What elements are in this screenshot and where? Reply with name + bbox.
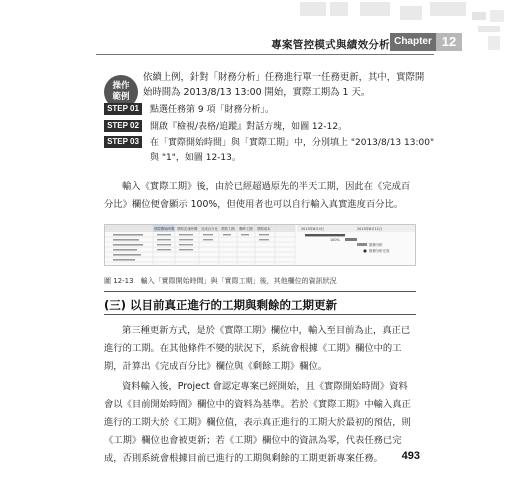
body-paragraph: 輸入《實際工期》後，由於已經超過原先的半天工期，因此在《完成百分比》欄位便會顯示 100%，但使用者也可以自行輸入真實進度百分比。 bbox=[104, 181, 411, 210]
step-badge: STEP 02 bbox=[104, 120, 142, 132]
section-rule-bottom bbox=[104, 314, 416, 315]
figure-screenshot bbox=[104, 224, 416, 266]
chapter-number: 12 bbox=[436, 33, 462, 51]
body-paragraph: 資料輸入後，Project 會認定專案已經開始，且《實際開始時間》資料會以《目前開始時間》欄位中的資料為基準。若於《實際工期》中輸入真正進行的工期大於《工期》欄位值，表示真正進行的工期大於最初的預估，則《工期》欄位也會被更新；若《工期》欄位中的資訊為零，代表任務已完成，否則系統會根據目前已進行的工期與剩餘的工期更新專案任務。 bbox=[104, 381, 411, 464]
step-3 bbox=[104, 136, 440, 166]
page-header bbox=[0, 0, 520, 58]
step-text: 在「實際開始時間」與「實際工期」中，分別填上 "2013/8/13 13:00" 與 "1"，如圖 12-13。 bbox=[150, 138, 435, 163]
section-rule-top bbox=[104, 291, 416, 292]
step-badge: STEP 01 bbox=[104, 103, 142, 115]
column-header: 實際工期 bbox=[221, 227, 235, 231]
gantt-milestone-label: 財務分析完成 bbox=[369, 249, 390, 253]
header-rule bbox=[96, 54, 434, 55]
gantt-date-header: 2013年8月4日 bbox=[301, 227, 325, 231]
header-decoration bbox=[430, 2, 466, 16]
badge-line-1: 操作 bbox=[112, 81, 130, 91]
corner-ornament bbox=[468, 8, 508, 54]
page-number: 493 bbox=[401, 450, 420, 462]
column-header: 實際成本 bbox=[257, 227, 271, 231]
step-2 bbox=[104, 120, 440, 135]
header-decoration bbox=[400, 6, 422, 20]
header-decoration bbox=[330, 2, 348, 16]
chapter-label: Chapter bbox=[390, 33, 436, 51]
header-decoration bbox=[360, 2, 390, 16]
step-text: 點選任務第 9 項「財務分析」。 bbox=[150, 105, 274, 115]
column-header: 完成百分比 bbox=[201, 227, 218, 231]
figure-caption: 圖 12-13 輸入「實際開始時間」與「實際工期」後，其他欄位的資訊狀況 bbox=[104, 277, 337, 285]
step-text: 開啟『檢視/表格/追蹤』對話方塊，如圖 12-12。 bbox=[150, 122, 348, 132]
operation-text: 依續上例，針對「財務分析」任務進行單一任務更新，其中，實際開始時間為 2013/8/13 13:00 開始，實際工期為 1 天。 bbox=[143, 72, 425, 98]
project-table-screenshot bbox=[105, 225, 416, 266]
running-title: 專案管控模式與績效分析 bbox=[271, 39, 390, 51]
column-header: 實際完成時間 bbox=[177, 227, 198, 231]
gantt-task-label: 財務分析 bbox=[369, 243, 383, 247]
column-header: 剩餘工期 bbox=[239, 227, 253, 231]
step-badge: STEP 03 bbox=[104, 136, 142, 148]
step-1 bbox=[104, 103, 440, 118]
badge-line-2: 範例 bbox=[112, 92, 130, 102]
gantt-percent-label: 100% bbox=[330, 238, 340, 242]
column-header: 實際開始時間 bbox=[154, 227, 175, 231]
body-paragraph: 第三種更新方式，是於《實際工期》欄位中，輸入至目前為止，真正已進行的工期。在其他條件不變的狀況下，系統會根據《工期》欄位中的工期，計算出《完成百分比》欄位與《剩餘工期》欄位。 bbox=[104, 325, 411, 372]
header-decoration bbox=[300, 2, 326, 16]
section-title: (三) 以目前真正進行的工期與剩餘的工期更新 bbox=[104, 298, 338, 312]
gantt-date-header: 2013年8月11日 bbox=[357, 227, 383, 231]
